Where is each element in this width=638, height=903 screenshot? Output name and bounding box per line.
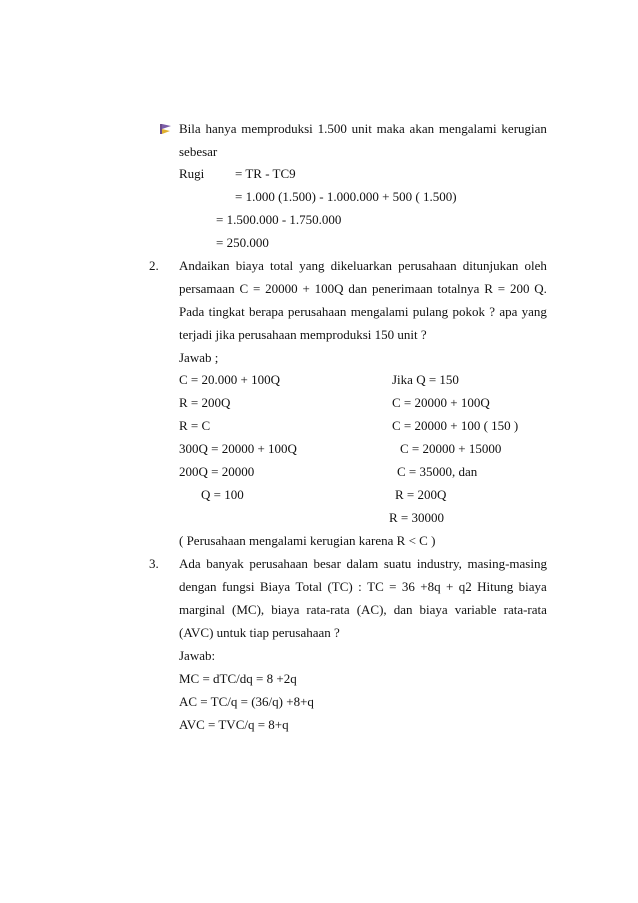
rugi-equation-4: = 250.000 [216, 235, 269, 250]
word: ditunjukan [462, 258, 519, 273]
question-3-number: 3. [149, 556, 159, 571]
word: 1.500 [317, 121, 347, 136]
flag-bullet-icon [159, 123, 172, 135]
rugi-equation-1: = TR - TC9 [235, 166, 296, 181]
word: fungsi [221, 579, 255, 594]
word: biaya [518, 579, 547, 594]
word: 100Q [314, 281, 344, 296]
q2-right-eq-5: C = 35000, dan [397, 464, 478, 479]
word: R [484, 281, 493, 296]
word: akan [409, 121, 435, 136]
q2-left-eq-4: 300Q = 20000 + 100Q [179, 441, 297, 456]
word: (TC) [327, 579, 353, 594]
word: perusahaan [287, 304, 347, 319]
question-3-line-2 [179, 579, 547, 595]
question-2-number: 2. [149, 258, 159, 273]
word: biaya [235, 258, 264, 273]
word: = [252, 281, 261, 296]
question-2-line-4: terjadi jika perusahaan memproduksi 150 unit ? [179, 327, 427, 342]
question-2-line-2 [179, 281, 547, 297]
avc-equation: AVC = TVC/q = 8+q [179, 717, 289, 732]
q2-right-eq-3: C = 20000 + 100 ( 150 ) [392, 418, 519, 433]
word: Q. [534, 281, 547, 296]
word: tingkat [208, 304, 245, 319]
q2-right-eq-7: R = 30000 [389, 510, 445, 525]
word: dan [348, 281, 368, 296]
question-3-jawab: Jawab: [179, 648, 216, 663]
word: Andaikan [179, 258, 230, 273]
word: maka [376, 121, 405, 136]
word: industry, [416, 556, 462, 571]
word: pulang [412, 304, 449, 319]
word: Ada [179, 556, 201, 571]
word: ? [489, 304, 496, 319]
word: masing-masing [467, 556, 547, 571]
word: (AC), [356, 602, 387, 617]
word: persamaan [179, 281, 235, 296]
word: perusahaan [398, 258, 457, 273]
word: 36 [401, 579, 415, 594]
word: memproduksi [241, 121, 313, 136]
question-3-line-1 [179, 556, 547, 572]
q2-left-eq-2: R = 200Q [179, 395, 231, 410]
question-2-line-1 [179, 258, 547, 274]
word: besar [313, 556, 341, 571]
q2-left-eq-1: C = 20.000 + 100Q [179, 372, 280, 387]
word: +8q [420, 579, 441, 594]
word: biaya [271, 602, 300, 617]
word: 20000 [265, 281, 298, 296]
word: perusahaan [249, 556, 308, 571]
word: Biaya [259, 579, 291, 594]
word: dalam [346, 556, 379, 571]
q2-right-eq-2: C = 20000 + 100Q [392, 395, 490, 410]
word: (MC), [232, 602, 265, 617]
mc-equation: MC = dTC/dq = 8 +2q [179, 671, 297, 686]
word: dengan [179, 579, 217, 594]
word: Total [295, 579, 323, 594]
word: penerimaan [372, 281, 433, 296]
word: mengalami [438, 121, 497, 136]
word: kerugian [501, 121, 547, 136]
word: 200 [509, 281, 530, 296]
word: = [497, 281, 506, 296]
word: rata-rata [306, 602, 350, 617]
word: + [302, 281, 310, 296]
question-2-jawab: Jawab ; [179, 350, 219, 365]
word: suatu [383, 556, 412, 571]
rugi-equation-2: = 1.000 (1.500) - 1.000.000 + 500 ( 1.500) [235, 189, 457, 204]
word: hanya [205, 121, 237, 136]
question-2-conclusion: ( Perusahaan mengalami kerugian karena R < C ) [179, 533, 436, 548]
word: oleh [524, 258, 547, 273]
question-2-line-3 [179, 304, 547, 320]
word: berapa [248, 304, 284, 319]
word: + [446, 579, 454, 594]
word: Pada [179, 304, 205, 319]
bullet-line-2: sebesar [179, 144, 218, 159]
word: yang [521, 304, 547, 319]
q2-right-eq-4: C = 20000 + 15000 [400, 441, 502, 456]
question-3-line-3 [179, 602, 547, 618]
word: rata-rata [503, 602, 547, 617]
word: = [389, 579, 397, 594]
q2-left-eq-3: R = C [179, 418, 211, 433]
q2-left-eq-6: Q = 100 [201, 487, 244, 502]
word: apa [499, 304, 518, 319]
word: Hitung [477, 579, 514, 594]
bullet-line-1 [179, 121, 547, 137]
q2-right-eq-6: R = 200Q [395, 487, 447, 502]
word: q2 [458, 579, 472, 594]
word: Bila [179, 121, 201, 136]
word: dan [393, 602, 413, 617]
word: marginal [179, 602, 225, 617]
word: TC [367, 579, 384, 594]
word: yang [299, 258, 325, 273]
word: totalnya [437, 281, 480, 296]
q2-left-eq-5: 200Q = 20000 [179, 464, 255, 479]
word: total [269, 258, 294, 273]
rugi-label: Rugi [179, 166, 205, 181]
rugi-equation-3: = 1.500.000 - 1.750.000 [216, 212, 342, 227]
q2-right-eq-1: Jika Q = 150 [392, 372, 459, 387]
word: biaya [419, 602, 448, 617]
word: banyak [206, 556, 244, 571]
word: C [239, 281, 249, 296]
word: variable [454, 602, 497, 617]
word: unit [351, 121, 372, 136]
question-3-line-4: (AVC) untuk tiap perusahaan ? [179, 625, 340, 640]
word: mengalami [350, 304, 409, 319]
word: dikeluarkan [330, 258, 393, 273]
word: pokok [452, 304, 485, 319]
ac-equation: AC = TC/q = (36/q) +8+q [179, 694, 314, 709]
word: : [358, 579, 362, 594]
